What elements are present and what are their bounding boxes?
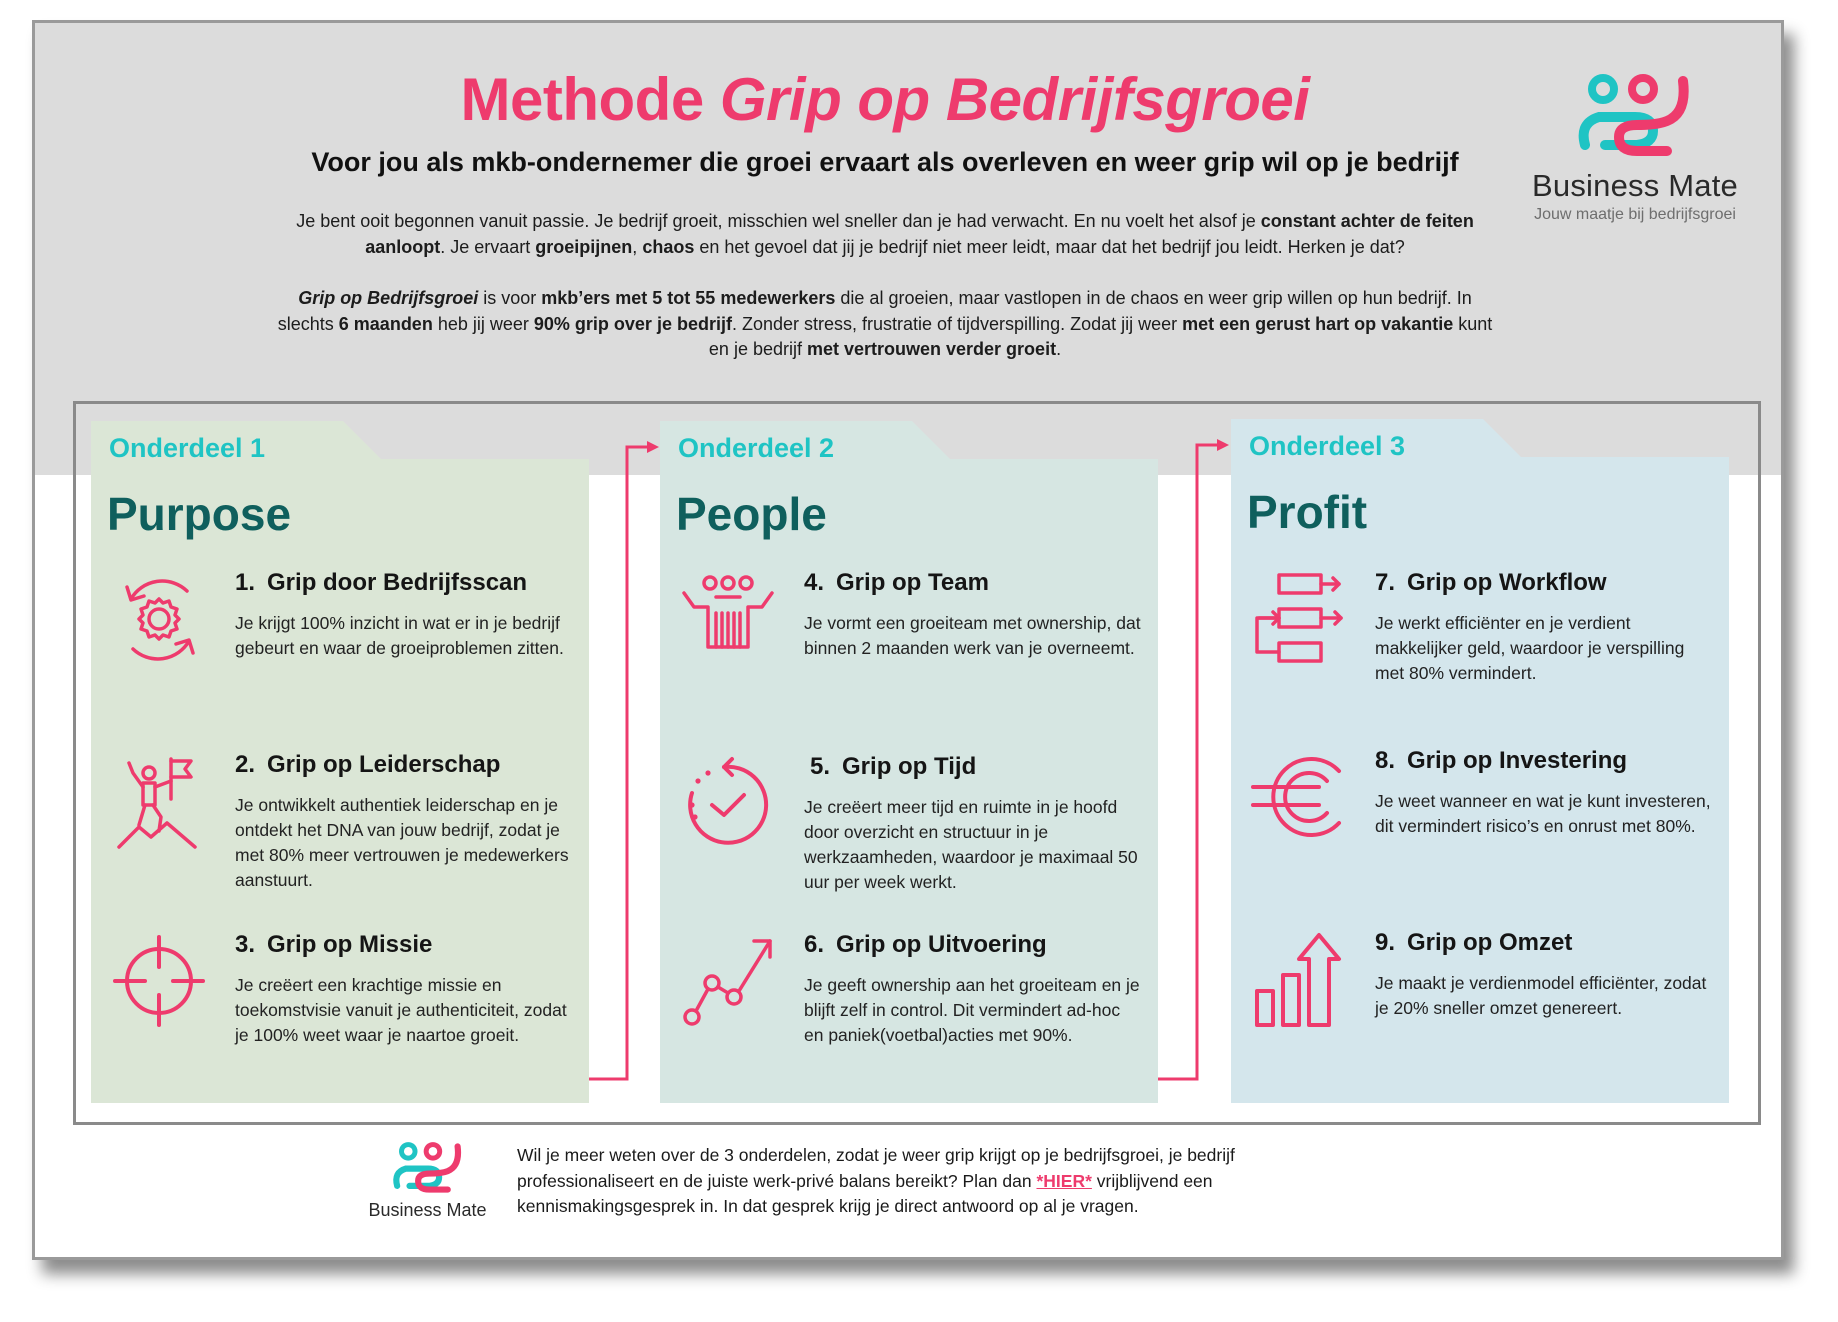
intro-run: heb jij weer [432,313,534,334]
footer-logo-name: Business Mate [368,1200,487,1220]
intro-run: 6 maanden [338,313,433,334]
footer-text: Wil je meer weten over de 3 onderdelen, zodat je weer grip krijgt op je bedrijfsgroei, je bedrijf professionaliseert en de juiste werk-privé balans bereikt? Plan dan *HIER* vrijblijvend een kennismakingsgesprek in. In dat gesprek krijg je direct antwoord op al je vragen. [517,1145,1235,1216]
intro-run: is voor [478,288,542,308]
footer-cta [365,1141,1465,1231]
item-description: Je ontwikkelt authentiek leiderschap en je ontdekt het DNA van jouw bedrijf, zodat je met 80% meer vertrouwen je medewerkers aanstuurt. [235,795,569,890]
intro-run: mkb’ers met 5 tot 55 medewerkers [541,288,836,308]
item-description: Je weet wanneer en wat je kunt investeren, dit vermindert risico’s en onrust met 80%. [1375,791,1711,836]
item-description: Je vormt een groeiteam met ownership, dat binnen 2 maanden werk van je overneemt. [804,613,1141,658]
section-card-purpose [91,421,589,1103]
intro-run: met vertrouwen verder groeit [806,339,1057,359]
item-description: Je creëert een krachtige missie en toekomstvisie vanuit je authenticiteit, zodat je 100% weet waar je naartoe groeit. [235,975,567,1045]
intro-run: Je bent ooit begonnen vanuit passie. Je bedrijf groeit, misschien wel sneller dan je had verwacht. En nu voelt het alsof je [296,211,1261,231]
intro-run: . Zonder stress, frustratie of tijdverspilling. Zodat jij weer [731,313,1183,334]
section-heading: People [676,488,827,540]
climber-flag-icon [109,751,209,851]
workflow-icon [1249,569,1349,669]
item-description: Je geeft ownership aan het groeiteam en je blijft zelf in control. Dit vermindert ad-hoc en paniek(voetbal)acties met 90%. [804,975,1140,1045]
intro-run: constant achter de feiten aanloopt [365,211,1474,257]
logo-name: Business Mate [1532,168,1738,203]
section-heading: Purpose [107,488,292,540]
intro-run: kunt en je bedrijf [708,313,1493,359]
item-description: Je krijgt 100% inzicht in wat er in je bedrijf gebeurt en waar de groeiproblemen zitten. [235,613,564,658]
intro-run: 90% grip over je bedrijf [533,313,732,334]
item-title: 8. Grip op Investering [1375,747,1628,774]
intro-run: chaos [642,236,695,257]
euro-icon [1249,747,1349,847]
intro-paragraph-1 [275,209,1495,260]
intro-run: groeipijnen [535,236,633,257]
item-description: Je creëert meer tijd en ruimte in je hoofd door overzicht en structuur in je werkzaamheden, waardoor je maximaal 50 uur per week werkt. [804,797,1138,892]
item-title: 5. Grip op Tijd [810,753,977,780]
intro-run: . [1056,339,1062,359]
business-mate-logo [1515,73,1755,224]
intro-run: Grip op Bedrijfsgroei [298,288,479,308]
item-description: Je werkt efficiënter en je verdient makkelijker geld, waardoor je verspilling met 80% vermindert. [1375,613,1685,683]
crosshair-icon [109,931,209,1031]
intro-paragraph-2 [275,286,1495,363]
intro-run: , [632,236,643,257]
item-title: 2. Grip op Leiderschap [235,751,501,778]
section-card-people [660,421,1158,1103]
team-icon [678,569,778,669]
item-description: Je maakt je verdienmodel efficiënter, zodat je 20% sneller omzet genereert. [1375,973,1707,1018]
section-card-profit [1231,419,1729,1103]
section-tab-label: Onderdeel 1 [109,433,266,463]
bar-growth-icon [1249,929,1349,1029]
section-heading: Profit [1247,486,1368,538]
section-tab-label: Onderdeel 3 [1249,431,1406,461]
item-title: 3. Grip op Missie [235,931,433,958]
page-title: Methode Grip op Bedrijfsgroei [460,66,1310,133]
clock-check-icon [678,753,778,853]
linked-people-logo-icon [391,1141,465,1195]
intro-run: die al groeien, maar vastlopen in de chaos en weer grip willen op hun bedrijf. In slechts [277,288,1472,334]
item-title: 6. Grip op Uitvoering [804,931,1047,958]
item-title: 7. Grip op Workflow [1375,569,1607,596]
intro-run: . Je ervaart [440,236,536,257]
intro-text [275,209,1495,363]
item-title: 1. Grip door Bedrijfsscan [235,569,528,596]
item-title: 4. Grip op Team [804,569,989,596]
intro-run: met een gerust hart op vakantie [1182,313,1454,334]
logo-tagline: Jouw maatje bij bedrijfsgroei [1534,206,1736,223]
footer-logo [365,1141,490,1221]
gear-cycle-icon [109,569,209,669]
item-title: 9. Grip op Omzet [1375,929,1573,956]
plan-meeting-link[interactable]: *HIER* [1036,1170,1092,1191]
linked-people-logo-icon [1575,73,1695,159]
trend-up-icon [678,931,778,1031]
section-tab-label: Onderdeel 2 [678,433,835,463]
infographic-sheet [32,20,1784,1260]
page-subtitle: Voor jou als mkb-ondernemer die groei ervaart als overleven en weer grip wil op je bedrijf [311,147,1459,177]
intro-run: en het gevoel dat jij je bedrijf niet meer leidt, maar dat het bedrijf jou leidt. Herken je dat? [694,236,1405,257]
